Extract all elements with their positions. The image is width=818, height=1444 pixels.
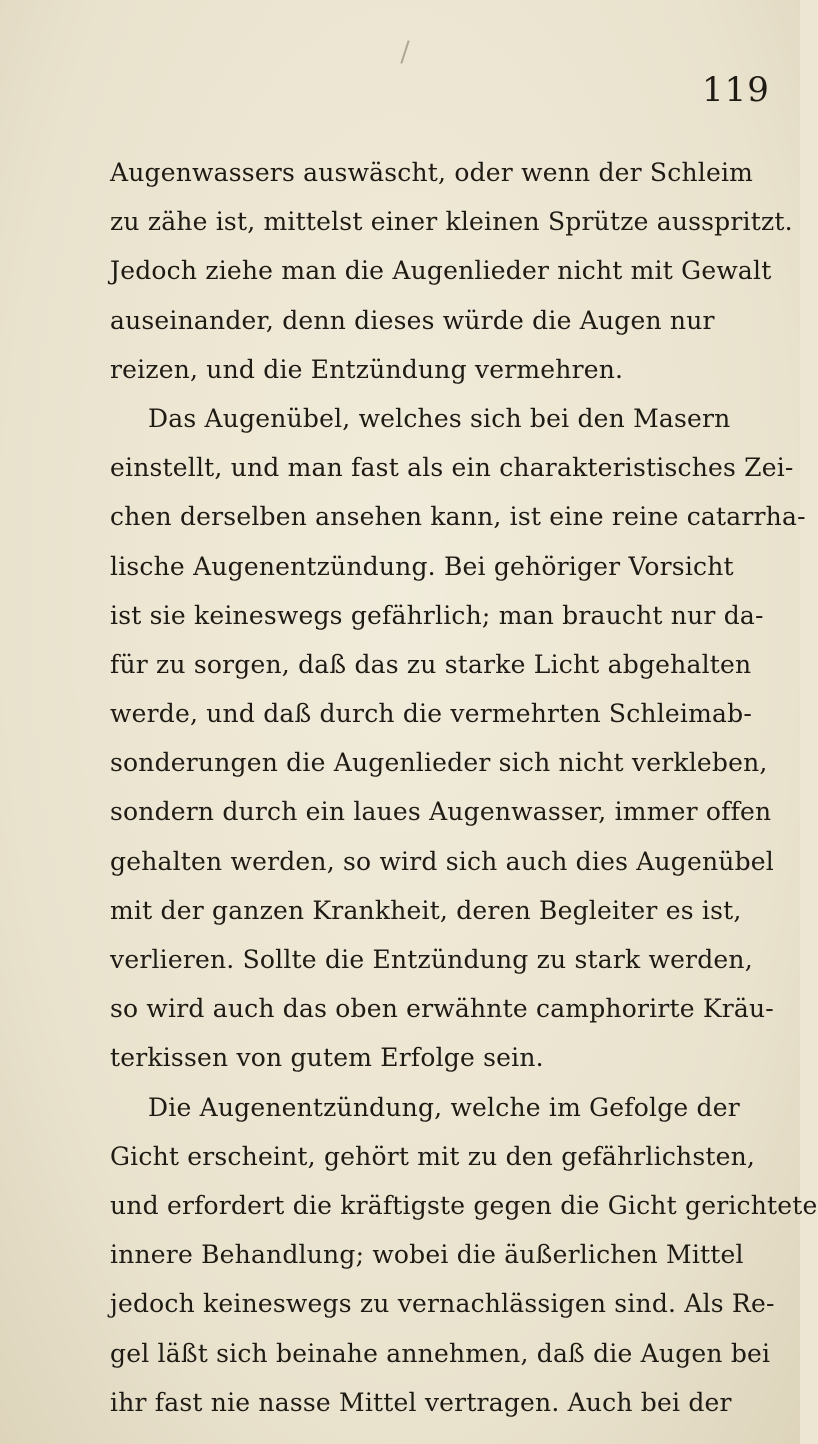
text-line: ist sie keineswegs gefährlich; man braucht nur da- xyxy=(110,600,764,630)
text-line: Augenwassers auswäscht, oder wenn der Schleim xyxy=(110,158,754,187)
text-line: Gicht erscheint, gehört mit zu den gefährlichsten, xyxy=(110,1141,756,1171)
text-line: Die Augenentzündung, welche im Gefolge der xyxy=(148,1092,740,1122)
text-line: chen derselben ansehen kann, ist eine reine catarrha- xyxy=(110,502,806,532)
text-line: sondern durch ein laues Augenwasser, immer offen xyxy=(110,797,772,827)
text-line: innere Behandlung; wobei die äußerlichen Mittel xyxy=(110,1240,744,1270)
text-line: so wird auch das oben erwähnte camphorirte Kräu- xyxy=(110,994,774,1024)
text-line: mit der ganzen Krankheit, deren Begleiter es ist, xyxy=(110,895,742,925)
text-line: für zu sorgen, daß das zu starke Licht abgehalten xyxy=(110,649,752,679)
text-line: sonderungen die Augenlieder sich nicht verkleben, xyxy=(110,748,768,778)
text-line: terkissen von gutem Erfolge sein. xyxy=(110,1043,544,1073)
body-text xyxy=(110,148,818,1427)
paragraph-3 xyxy=(110,1083,818,1427)
text-line: Jedoch ziehe man die Augenlieder nicht mit Gewalt xyxy=(110,256,772,286)
top-margin-mark xyxy=(400,40,409,63)
paragraph-1 xyxy=(110,148,793,394)
text-line: werde, und daß durch die vermehrten Schleimab- xyxy=(110,699,752,729)
text-line: verlieren. Sollte die Entzündung zu stark werden, xyxy=(110,945,753,974)
paragraph-2 xyxy=(110,394,806,1083)
text-line: einstellt, und man fast als ein charakteristisches Zei- xyxy=(110,453,794,483)
text-line: und erfordert die kräftigste gegen die Gicht gerichtete xyxy=(110,1190,818,1220)
text-line: lische Augenentzündung. Bei gehöriger Vorsicht xyxy=(110,551,734,581)
page-number: 119 xyxy=(702,70,770,110)
text-line: ihr fast nie nasse Mittel vertragen. Auch bei der xyxy=(110,1387,732,1417)
text-line: gehalten werden, so wird sich auch dies Augenübel xyxy=(110,846,774,876)
text-line: jedoch keineswegs zu vernachlässigen sind. Als Re- xyxy=(110,1289,775,1319)
text-line: gel läßt sich beinahe annehmen, daß die Augen bei xyxy=(110,1338,771,1368)
text-line: Das Augenübel, welches sich bei den Masern xyxy=(148,403,731,433)
text-line: auseinander, denn dieses würde die Augen nur xyxy=(110,305,715,335)
text-line: reizen, und die Entzündung vermehren. xyxy=(110,354,624,384)
text-line: zu zähe ist, mittelst einer kleinen Sprütze ausspritzt. xyxy=(110,207,793,237)
